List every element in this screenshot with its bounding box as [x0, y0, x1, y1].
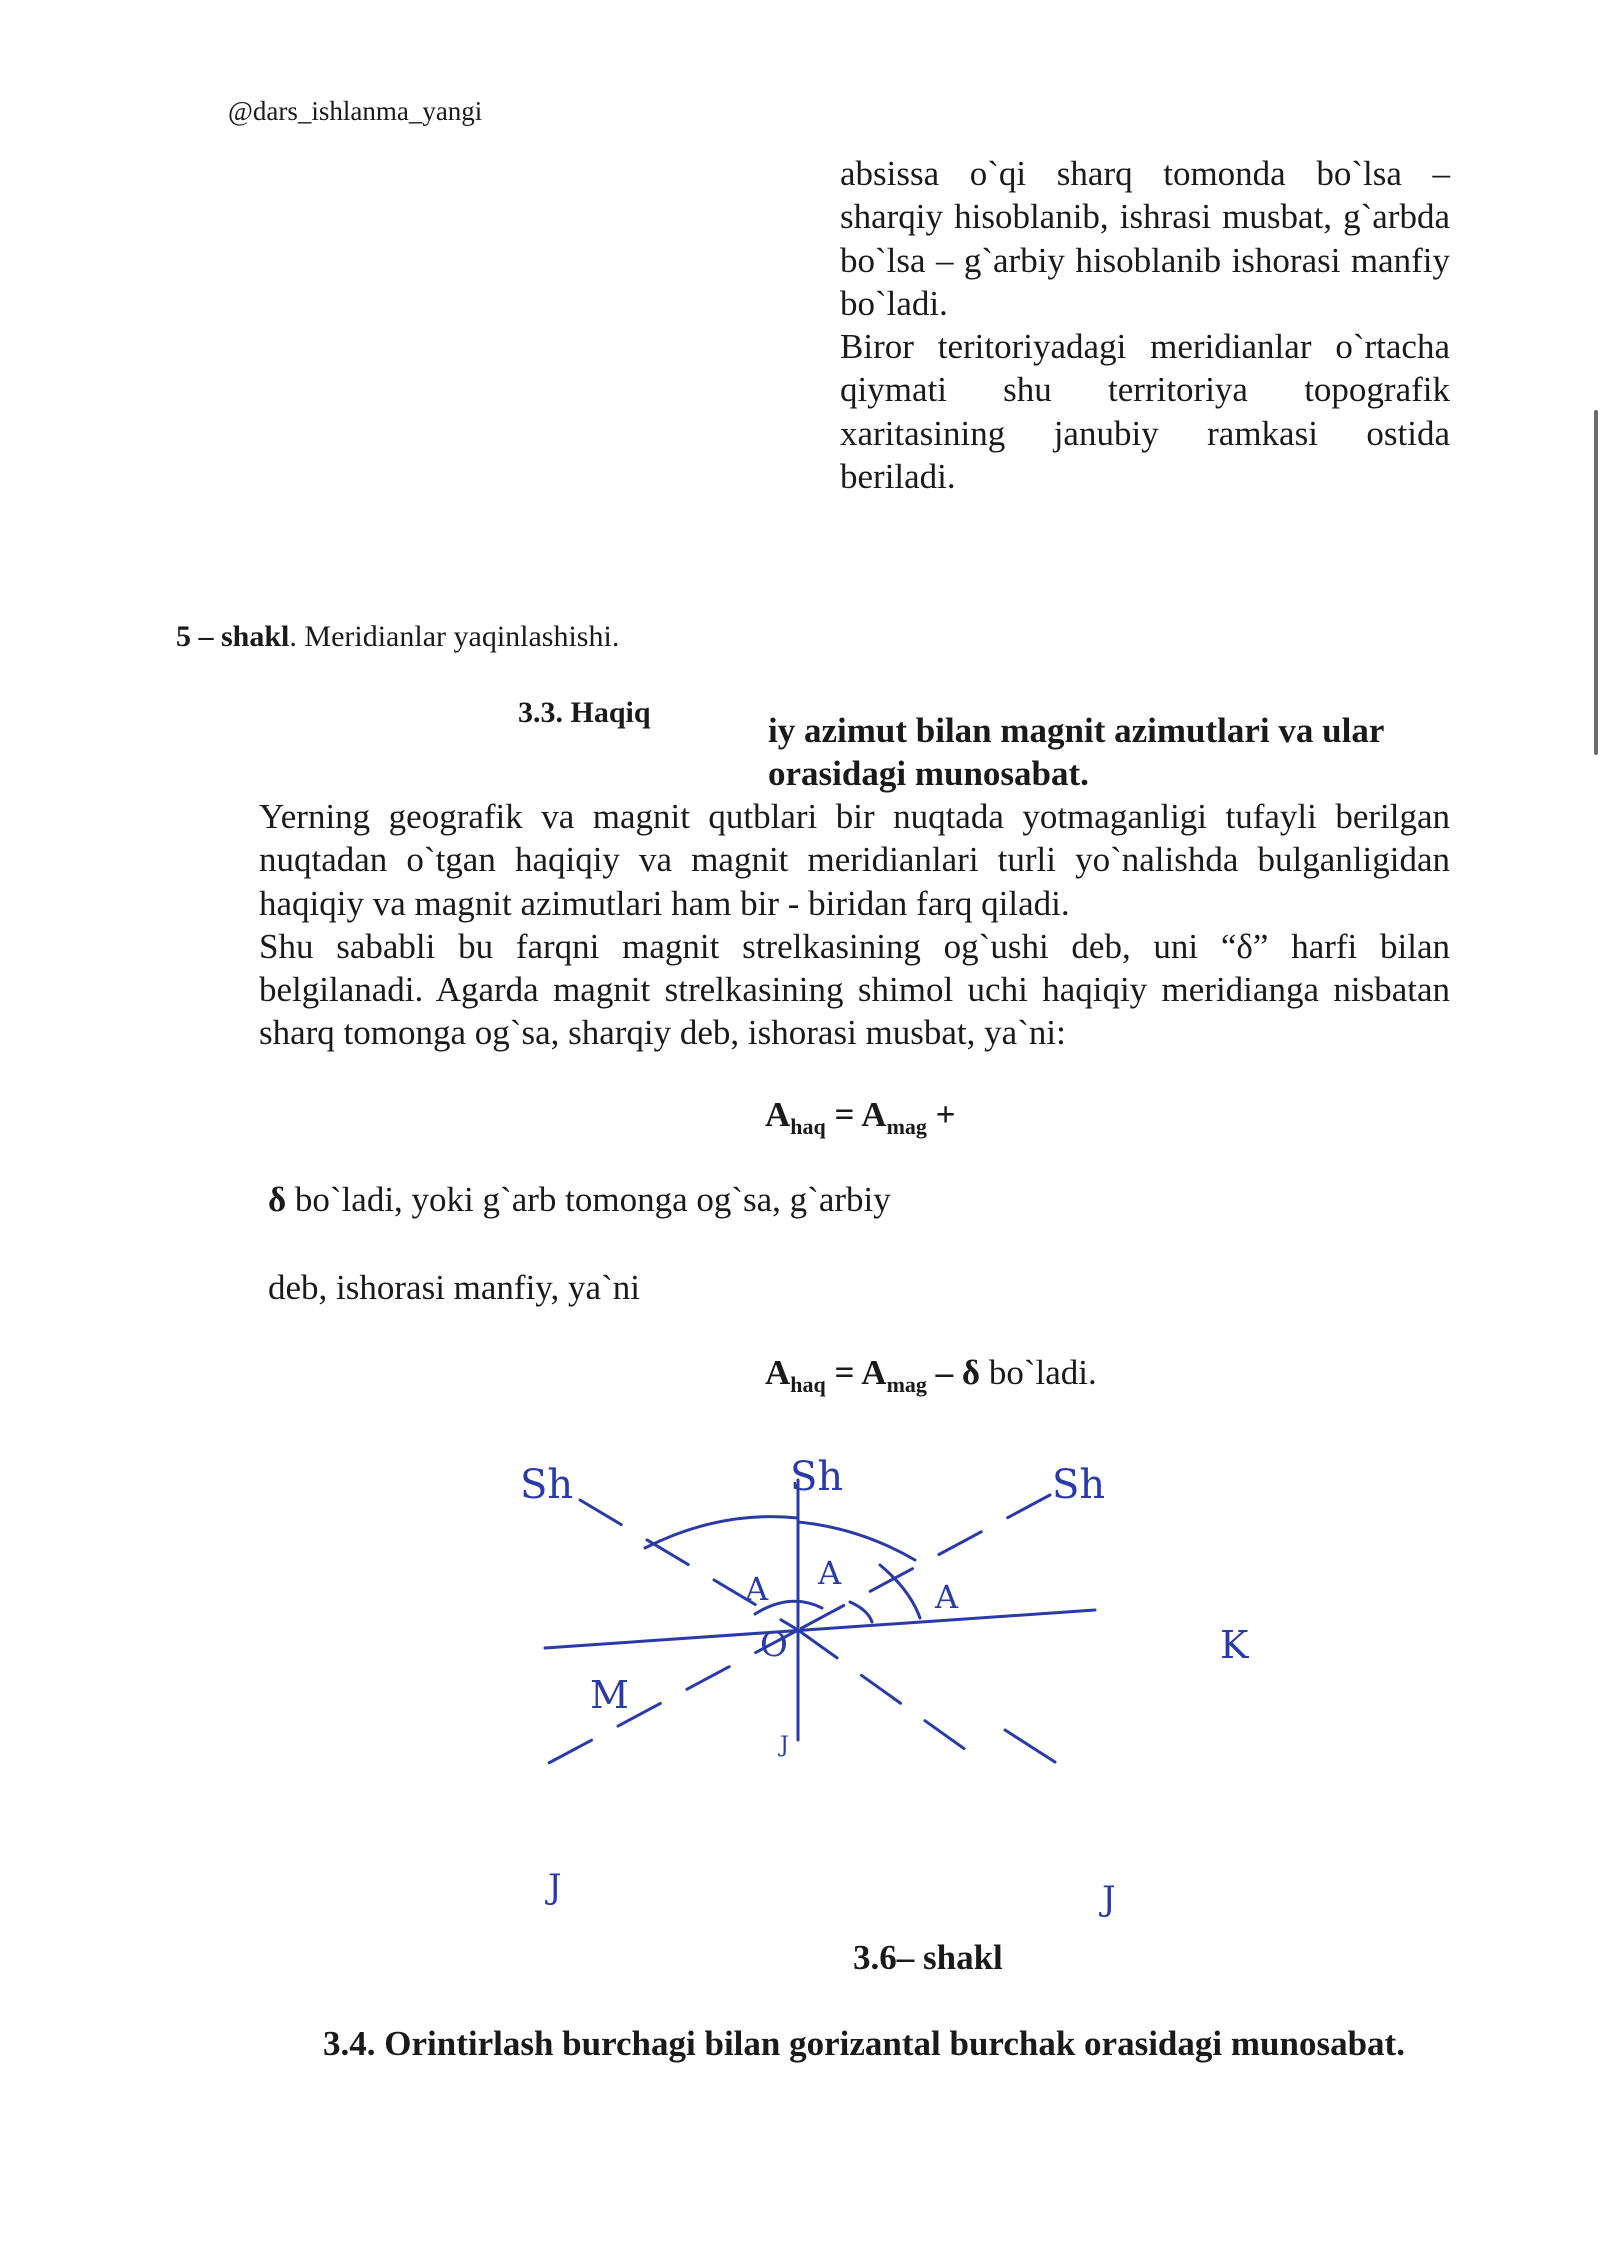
- label-sh-left: Sh: [520, 1462, 574, 1508]
- formula-2-b: A: [861, 1353, 887, 1392]
- azimuth-arc-tiny: [850, 1602, 872, 1622]
- label-a-2: A: [818, 1554, 842, 1592]
- figure-5-caption-bold: 5 – shakl: [176, 620, 290, 653]
- text-line-b: deb, ishorasi manfiy, ya`ni: [268, 1268, 640, 1307]
- scrollbar-thumb[interactable]: [1594, 410, 1598, 755]
- label-o: O: [760, 1625, 788, 1665]
- formula-2-sub-mag: mag: [886, 1372, 927, 1397]
- formula-1: [765, 1095, 956, 1139]
- formula-2: [765, 1353, 1097, 1397]
- formula-2-minus: –: [926, 1353, 962, 1392]
- label-a-1: A: [745, 1570, 769, 1608]
- formula-2-eq: =: [825, 1353, 862, 1392]
- text-line-a-rest: bo`ladi, yoki g`arb tomonga og`sa, g`arbiy: [286, 1180, 891, 1219]
- formula-1-sub-mag: mag: [886, 1114, 927, 1139]
- azimuth-arc-medium: [798, 1522, 915, 1560]
- magnetic-meridian-left-line: [580, 1500, 798, 1630]
- header-tag: @dars_ishlanma_yangi: [228, 96, 483, 126]
- label-j-right: J: [1102, 1879, 1116, 1919]
- abscissa-axis-line: [545, 1610, 1095, 1648]
- label-m: M: [590, 1673, 629, 1717]
- formula-1-eq: =: [825, 1095, 862, 1134]
- right-column-text: [840, 152, 1450, 498]
- azimuth-arc-small: [755, 1601, 822, 1614]
- azimuth-arc-large: [645, 1517, 798, 1548]
- formula-2-sub-haq: haq: [790, 1372, 826, 1397]
- section-3-3-title: iy azimut bilan magnit azimutlari va ular orasidagi munosabat.: [768, 711, 1384, 793]
- formula-1-tail: +: [926, 1095, 956, 1134]
- body-para-2: Shu sababli bu farqni magnit strelkasining og`ushi deb, uni “δ” harfi bilan belgilanadi. Agarda magnit strelkasining shimol uchi haqiqiy meridianga nisbatan sharq tomonga og`sa, sharqiy deb, ishorasi musbat, ya`ni:: [259, 926, 1450, 1053]
- figure-5-caption: [176, 620, 619, 654]
- label-sh-center: Sh: [790, 1454, 844, 1500]
- body-text: [259, 795, 1450, 1055]
- label-j-small: J: [780, 1733, 789, 1758]
- section-3-3-number: 3.3. Haqiq: [518, 696, 651, 729]
- formula-1-sub-haq: haq: [790, 1114, 826, 1139]
- label-j-left: J: [548, 1867, 562, 1907]
- figure-5-caption-rest: . Meridianlar yaqinlashishi.: [289, 620, 620, 653]
- direction-line-right: [798, 1495, 1050, 1630]
- magnetic-meridian-left-extension: [798, 1630, 980, 1760]
- formula-2-a: A: [765, 1353, 791, 1392]
- formula-1-b: A: [861, 1095, 887, 1134]
- label-k: K: [1220, 1623, 1249, 1667]
- right-column-para-1: absissa o`qi sharq tomonda bo`lsa – sharqiy hisoblanib, ishrasi musbat, g`arbda bo`lsa – g`arbiy hisoblanib ishorasi manfiy bo`ladi.: [840, 154, 1450, 323]
- label-a-3: A: [935, 1578, 959, 1616]
- text-line-a: [268, 1180, 891, 1220]
- direction-line-tail: [1005, 1730, 1055, 1762]
- delta-symbol: δ: [268, 1180, 287, 1219]
- right-column-para-2: Biror teritoriyadagi meridianlar o`rtacha qiymati shu territoriya topografik xaritasining janubiy ramkasi ostida beriladi.: [840, 327, 1450, 497]
- label-sh-right: Sh: [1052, 1462, 1106, 1508]
- formula-2-delta: δ: [961, 1353, 981, 1392]
- formula-2-tail: bo`ladi.: [980, 1353, 1097, 1392]
- direction-line-left-extension: [545, 1630, 798, 1765]
- figure-3-6-caption: 3.6– shakl: [853, 1938, 1003, 1977]
- formula-1-a: A: [765, 1095, 791, 1134]
- section-3-4-title: 3.4. Orintirlash burchagi bilan gorizantal burchak orasidagi munosabat.: [323, 2024, 1405, 2063]
- body-para-1: Yerning geografik va magnit qutblari bir nuqtada yotmaganligi tufayli berilgan nuqtadan o`tgan haqiqiy va magnit meridianlari turli yo`nalishda bulganligidan haqiqiy va magnit azimutlari ham bir - biridan farq qiladi.: [259, 797, 1450, 923]
- azimuth-arc-right: [880, 1565, 920, 1618]
